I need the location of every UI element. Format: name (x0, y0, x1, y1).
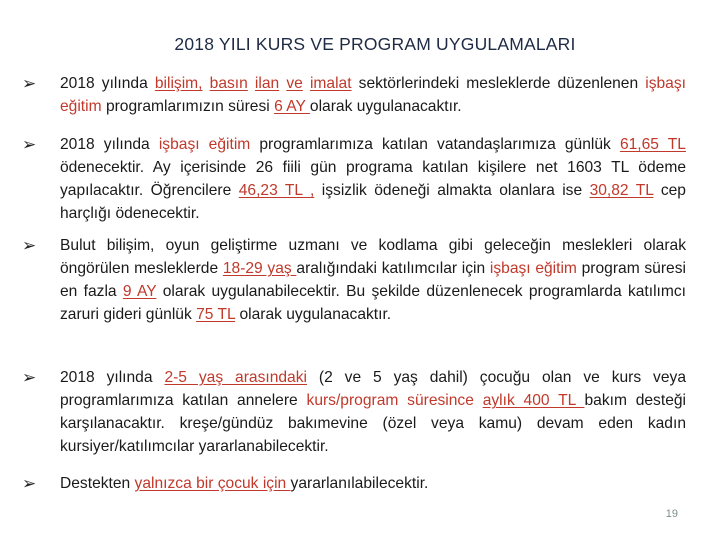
arrow-bullet-icon: ➢ (22, 135, 37, 154)
bullet-text-5: Destekten yalnızca bir çocuk için yararlanılabilecektir. (60, 475, 429, 492)
bullet-item-3 (22, 234, 686, 326)
highlight-9-ay: 9 AY (122, 283, 157, 300)
highlight-75-tl: 75 TL (196, 306, 236, 323)
arrow-bullet-icon: ➢ (22, 474, 37, 493)
bullet-item-5 (22, 472, 686, 495)
arrow-bullet-icon: ➢ (22, 74, 37, 93)
highlight-aylik-400-tl: aylık 400 TL (482, 392, 585, 409)
page-number: 19 (665, 508, 678, 520)
highlight-isbasi-egitim: işbaşı eğitim (158, 136, 251, 153)
highlight-kurs-program-suresince: kurs/program süresince (306, 392, 474, 409)
arrow-bullet-icon: ➢ (22, 236, 37, 255)
page-title: 2018 YILI KURS VE PROGRAM UYGULAMALARI (174, 34, 576, 54)
highlight-2-5-yas: 2-5 yaş arasındaki (164, 369, 307, 386)
highlight-isbasi-egitim: işbaşı eğitim (489, 260, 577, 277)
highlight-6-ay: 6 AY (274, 98, 310, 115)
highlight-ilan: ilan (254, 75, 280, 92)
bullet-text-1: 2018 yılında bilişim, basın ilan ve imalat sektörlerindeki mesleklerde düzenlenen işbaşı eğitim programlarımızın süresi 6 AY olarak uygulanacaktır. (60, 75, 686, 115)
arrow-bullet-icon: ➢ (22, 368, 37, 387)
bullet-item-2 (22, 133, 686, 225)
highlight-18-29-yas: 18-29 yaş (222, 260, 297, 277)
bullet-item-4 (22, 366, 686, 458)
bullet-text-3: Bulut bilişim, oyun geliştirme uzmanı ve kodlama gibi geleceğin meslekleri olarak öngörülen mesleklerde 18-29 yaş aralığındaki katılımcılar için işbaşı eğitim program süresi en fazla 9 AY olarak uygulanabilecektir. Bu şekilde düzenlenecek programlarda katılımcı zaruri gideri günlük 75 TL olarak uygulanacaktır. (60, 237, 686, 323)
highlight-basin: basın (209, 75, 248, 92)
highlight-ve: ve (286, 75, 303, 92)
highlight-46-23-tl: 46,23 TL , (238, 182, 315, 199)
highlight-30-82-tl: 30,82 TL (589, 182, 654, 199)
highlight-yalnizca-bir-cocuk: yalnızca bir çocuk için (134, 475, 291, 492)
bullet-text-2: 2018 yılında işbaşı eğitim programlarımıza katılan vatandaşlarımıza günlük 61,65 TL ödenecektir. Ay içerisinde 26 fiili gün programa katılan kişilere net 1603 TL ödeme yapılacaktır. Öğrencilere 46,23 TL , işsizlik ödeneği almakta olanlara ise 30,82 TL cep harçlığı ödenecektir. (60, 136, 686, 222)
highlight-bilisim: bilişim, (154, 75, 203, 92)
highlight-61-65-tl: 61,65 TL (619, 136, 686, 153)
bullet-text-4: 2018 yılında 2-5 yaş arasındaki (2 ve 5 yaş dahil) çocuğu olan ve kurs veya programlarımıza katılan annelere kurs/program süresince aylık 400 TL bakım desteği karşılanacaktır. kreşe/gündüz bakımevine (özel veya kamu) devam eden kadın kursiyer/katılımcılar yararlanabilecektir. (60, 369, 686, 455)
bullet-item-1 (22, 72, 686, 118)
highlight-imalat: imalat (309, 75, 352, 92)
highlight-isbasi-egitim: işbaşı eğitim (60, 75, 686, 115)
